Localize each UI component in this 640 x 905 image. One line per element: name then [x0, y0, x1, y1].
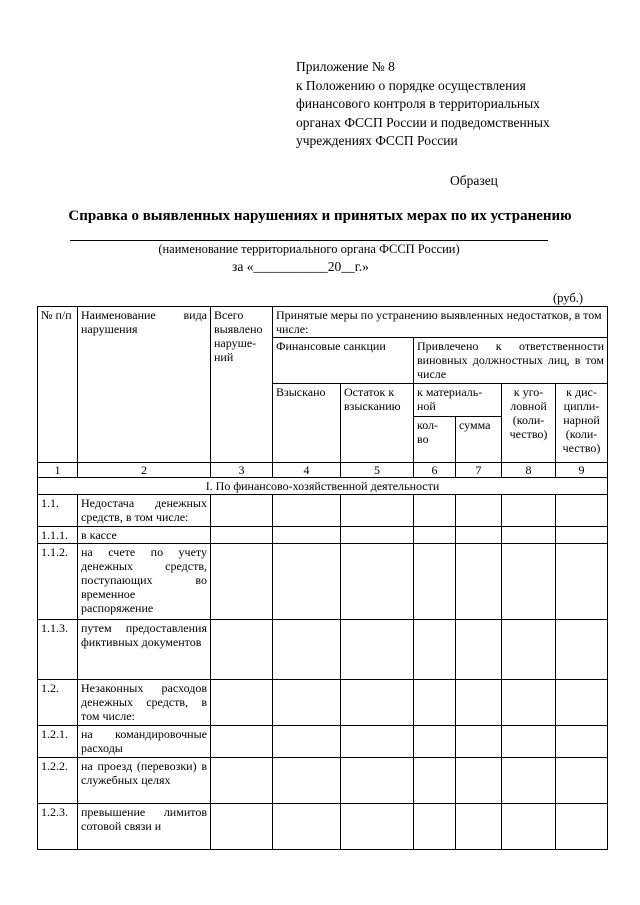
sample-label: Образец	[450, 173, 498, 188]
col-number: 9	[556, 463, 608, 478]
col-number: 5	[341, 463, 414, 478]
cell	[414, 680, 456, 726]
cell	[502, 680, 556, 726]
cell	[273, 680, 341, 726]
appendix-line: к Положению о порядке осуществления	[296, 77, 526, 93]
row-num: 1.1.3.	[38, 620, 78, 680]
row-num: 1.1.1.	[38, 527, 78, 544]
cell	[456, 680, 502, 726]
cell	[273, 726, 341, 758]
header-qty: кол- во	[414, 417, 456, 463]
cell	[502, 726, 556, 758]
cell	[502, 620, 556, 680]
table-row	[38, 804, 608, 850]
cell	[273, 758, 341, 804]
col-number: 7	[456, 463, 502, 478]
header-material: к материаль- ной	[414, 384, 502, 417]
cell	[556, 680, 608, 726]
cell	[211, 804, 273, 850]
row-num: 1.2.1.	[38, 726, 78, 758]
name-underline	[70, 240, 548, 241]
cell	[273, 804, 341, 850]
appendix-line: Приложение № 8	[296, 59, 395, 74]
header-remaining: Остаток к взысканию	[341, 384, 414, 463]
row-name: на командировочные расходы	[78, 726, 211, 758]
appendix-line: органах ФССП России и подведомственных	[296, 114, 550, 130]
header-name: Наименование вида нарушения	[78, 307, 211, 463]
col-number: 2	[78, 463, 211, 478]
table-row	[38, 680, 608, 726]
row-num: 1.2.2.	[38, 758, 78, 804]
table-row	[38, 527, 608, 544]
row-name: на проезд (перевозки) в служебных целях	[78, 758, 211, 804]
appendix-note	[296, 58, 616, 151]
cell	[414, 527, 456, 544]
cell	[556, 620, 608, 680]
row-name: на счете по учету денежных средств, поступающих во временное распоряжение	[78, 544, 211, 620]
col-number: 3	[211, 463, 273, 478]
col-number: 8	[502, 463, 556, 478]
row-name: в кассе	[78, 527, 211, 544]
cell	[341, 680, 414, 726]
cell	[414, 495, 456, 527]
cell	[456, 804, 502, 850]
cell	[211, 527, 273, 544]
row-num: 1.2.3.	[38, 804, 78, 850]
cell	[556, 527, 608, 544]
period-line: за «___________20__г.»	[232, 259, 369, 274]
cell	[211, 758, 273, 804]
header-num: № п/п	[38, 307, 78, 463]
cell	[211, 544, 273, 620]
cell	[341, 620, 414, 680]
appendix-line: финансового контроля в территориальных	[296, 96, 540, 111]
cell	[456, 544, 502, 620]
cell	[502, 527, 556, 544]
table-row	[38, 620, 608, 680]
row-num: 1.1.	[38, 495, 78, 527]
header-total: Всего выявлено наруше- ний	[211, 307, 273, 463]
header-criminal: к уго- ловной (коли- чество)	[502, 384, 556, 463]
cell	[341, 804, 414, 850]
cell	[341, 726, 414, 758]
cell	[211, 680, 273, 726]
cell	[556, 495, 608, 527]
unit-label: (руб.)	[553, 291, 583, 305]
cell	[414, 620, 456, 680]
row-name: превышение лимитов сотовой связи и	[78, 804, 211, 850]
header-measures: Принятые меры по устранению выявленных недостатков, в том числе:	[273, 307, 608, 338]
cell	[502, 495, 556, 527]
violations-table	[37, 306, 608, 850]
col-number: 6	[414, 463, 456, 478]
appendix-line: учреждениях ФССП России	[296, 133, 458, 148]
cell	[341, 495, 414, 527]
cell	[456, 620, 502, 680]
section-header: I. По финансово-хозяйственной деятельности	[38, 478, 608, 495]
cell	[502, 804, 556, 850]
organ-name-caption: (наименование территориального органа ФССП России)	[158, 242, 460, 256]
cell	[273, 495, 341, 527]
table-row	[38, 758, 608, 804]
cell	[556, 758, 608, 804]
col-number: 4	[273, 463, 341, 478]
cell	[341, 758, 414, 804]
cell	[273, 527, 341, 544]
header-sum: сумма	[456, 417, 502, 463]
header-disciplinary: к дис- ципли- нарной (коли- чество)	[556, 384, 608, 463]
cell	[556, 726, 608, 758]
cell	[414, 804, 456, 850]
header-fin-sanctions: Финансовые санкции	[273, 338, 414, 384]
row-num: 1.1.2.	[38, 544, 78, 620]
cell	[456, 495, 502, 527]
table-row	[38, 726, 608, 758]
cell	[414, 758, 456, 804]
cell	[211, 726, 273, 758]
row-name: путем предоставления фиктивных документов	[78, 620, 211, 680]
cell	[414, 544, 456, 620]
cell	[211, 620, 273, 680]
cell	[502, 544, 556, 620]
row-num: 1.2.	[38, 680, 78, 726]
cell	[456, 758, 502, 804]
cell	[456, 726, 502, 758]
cell	[556, 804, 608, 850]
cell	[341, 544, 414, 620]
cell	[211, 495, 273, 527]
header-liability: Привлечено к ответственности виновных должностных лиц, в том числе	[414, 338, 608, 384]
document-title: Справка о выявленных нарушениях и принятых мерах по их устранению	[68, 208, 572, 224]
table-row	[38, 495, 608, 527]
cell	[414, 726, 456, 758]
cell	[456, 527, 502, 544]
row-name: Незаконных расходов денежных средств, в том числе:	[78, 680, 211, 726]
cell	[273, 620, 341, 680]
header-collected: Взыскано	[273, 384, 341, 463]
table-row	[38, 544, 608, 620]
cell	[273, 544, 341, 620]
cell	[341, 527, 414, 544]
row-name: Недостача денежных средств, в том числе:	[78, 495, 211, 527]
col-number: 1	[38, 463, 78, 478]
cell	[502, 758, 556, 804]
cell	[556, 544, 608, 620]
